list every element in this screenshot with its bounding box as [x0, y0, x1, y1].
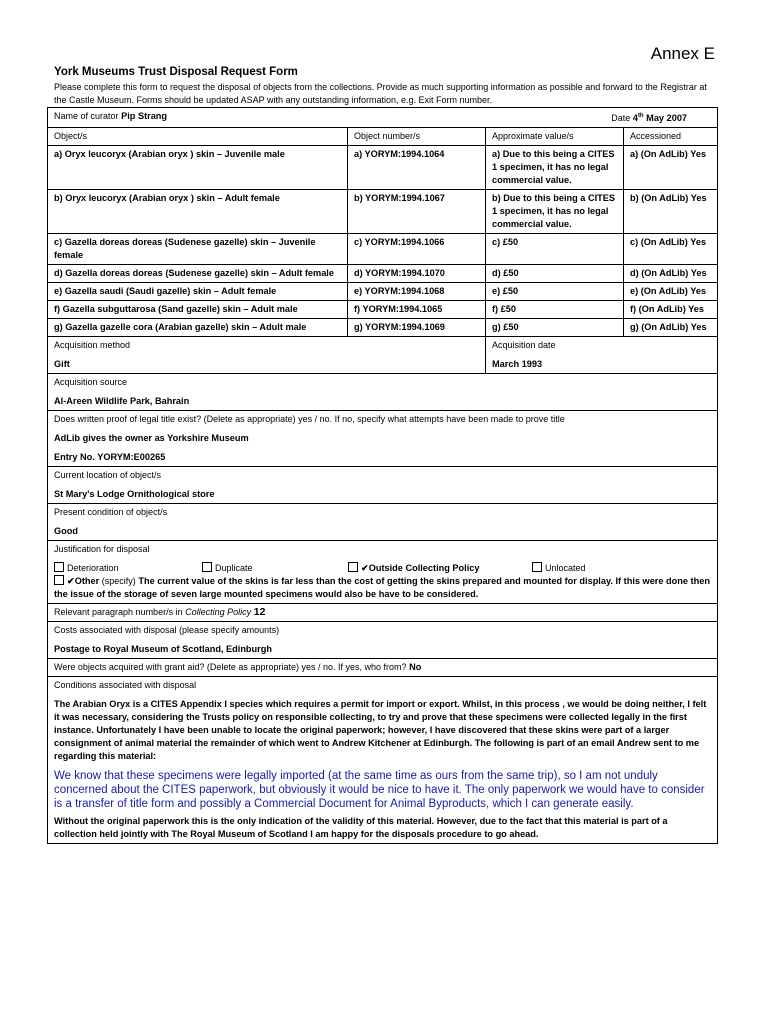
- acquisition-date-cell: [486, 337, 718, 374]
- checkbox-icon[interactable]: [54, 562, 64, 572]
- grant-cell: [48, 659, 718, 677]
- grant-label: Were objects acquired with grant aid? (Delete as appropriate) yes / no. If yes, who from?: [54, 662, 407, 673]
- date-rest: May 2007: [646, 113, 688, 124]
- header-approx-value: Approximate value/s: [486, 128, 624, 146]
- grant-value[interactable]: No: [409, 662, 422, 673]
- object-row: [48, 234, 718, 265]
- object-accessioned[interactable]: c) (On AdLib) Yes: [624, 234, 718, 265]
- acquisition-date-label: Acquisition date: [492, 340, 556, 351]
- header-object-number: Object number/s: [348, 128, 486, 146]
- curator-cell: [48, 108, 718, 128]
- form-title: York Museums Trust Disposal Request Form: [54, 66, 298, 78]
- conditions-para1[interactable]: The Arabian Oryx is a CITES Appendix I species which requires a permit for import or export. Whilst, in this process , we would be doing neither, I felt it was necessary, considering the Trusts policy on responsible collecting, to try and prove that these specimens were collected legally in the first instance. Unfortunately I have been unable to locate the original paperwork; however, I have discovered that these skins were part of a larger consignment of animal material the remainder of which went to Andrew Kitchener at Edinburgh. The following is part of an email Andrew sent to me regarding this material:: [54, 699, 707, 762]
- conditions-quote[interactable]: We know that these specimens were legally imported (at the same time as ours from the same trip), so I am not unduly concerned about the CITES paperwork, but obviously it would be nice to have it. The only paperwork we would have to consider is a transfer of title form and possibly a Commercial Document for Animal Byproducts, which I can generate easily.: [54, 770, 705, 811]
- justification-other: [54, 575, 711, 601]
- conditions-para2[interactable]: Without the original paperwork this is the only indication of the validity of this material. However, due to the fact that this material is part of a collection held jointly with The Royal Museum of Scotland I am happy for the disposals procedure to go ahead.: [54, 816, 668, 840]
- legal-title-row: [48, 411, 718, 467]
- object-accessioned[interactable]: e) (On AdLib) Yes: [624, 283, 718, 301]
- option-deterioration[interactable]: [54, 562, 119, 575]
- object-name[interactable]: c) Gazella doreas doreas (Sudenese gazelle) skin – Juvenile female: [48, 234, 348, 265]
- option-outside-policy[interactable]: [348, 562, 479, 575]
- form-intro: Please complete this form to request the disposal of objects from the collections. Provide as much supporting information as possible and forward to the Registrar at the Castle Museum. Forms should be updated ASAP with any outstanding information, e.g. Exit Form number.: [54, 82, 707, 105]
- justification-cell: [48, 541, 718, 604]
- acquisition-source-cell: [48, 374, 718, 411]
- object-name[interactable]: d) Gazella doreas doreas (Sudenese gazelle) skin – Adult female: [48, 265, 348, 283]
- policy-cell: [48, 604, 718, 622]
- object-value[interactable]: f) £50: [486, 301, 624, 319]
- grant-row: [48, 659, 718, 677]
- location-cell: [48, 467, 718, 504]
- condition-cell: [48, 504, 718, 541]
- acquisition-source-label: Acquisition source: [54, 377, 128, 388]
- acquisition-method-label: Acquisition method: [54, 340, 131, 351]
- objects-header-row: [48, 128, 718, 146]
- option-outside-policy-label: ✔Outside Collecting Policy: [361, 563, 480, 574]
- annex-label: Annex E: [650, 44, 715, 63]
- curator-row: [48, 108, 718, 128]
- checkbox-icon[interactable]: [202, 562, 212, 572]
- object-value[interactable]: c) £50: [486, 234, 624, 265]
- costs-cell: [48, 622, 718, 659]
- object-number[interactable]: b) YORYM:1994.1067: [348, 190, 486, 234]
- condition-label: Present condition of object/s: [54, 507, 168, 518]
- condition-value[interactable]: Good: [54, 526, 78, 537]
- acquisition-date-value[interactable]: March 1993: [492, 359, 543, 370]
- other-specify: (specify): [101, 576, 136, 587]
- object-accessioned[interactable]: g) (On AdLib) Yes: [624, 319, 718, 337]
- acquisition-row: [48, 337, 718, 374]
- object-value[interactable]: d) £50: [486, 265, 624, 283]
- conditions-label: Conditions associated with disposal: [54, 680, 197, 691]
- option-deterioration-label: Deterioration: [67, 563, 119, 574]
- costs-value[interactable]: Postage to Royal Museum of Scotland, Edinburgh: [54, 644, 272, 655]
- object-name[interactable]: f) Gazella subguttarosa (Sand gazelle) skin – Adult male: [48, 301, 348, 319]
- object-value[interactable]: g) £50: [486, 319, 624, 337]
- conditions-row: [48, 677, 718, 844]
- location-value[interactable]: St Mary's Lodge Ornithological store: [54, 489, 215, 500]
- legal-title-line2[interactable]: Entry No. YORYM:E00265: [54, 452, 166, 463]
- curator-label: Name of curator: [54, 111, 119, 121]
- location-row: [48, 467, 718, 504]
- conditions-cell: [48, 677, 718, 844]
- object-row: [48, 190, 718, 234]
- justification-row: [48, 541, 718, 604]
- date-label: Date: [611, 113, 631, 124]
- costs-row: [48, 622, 718, 659]
- costs-label: Costs associated with disposal (please specify amounts): [54, 625, 280, 636]
- object-number[interactable]: f) YORYM:1994.1065: [348, 301, 486, 319]
- object-accessioned[interactable]: f) (On AdLib) Yes: [624, 301, 718, 319]
- legal-title-label: Does written proof of legal title exist? (Delete as appropriate) yes / no. If no, specify what attempts have been made to prove title: [54, 414, 565, 425]
- option-unlocated[interactable]: [532, 562, 586, 575]
- object-value[interactable]: a) Due to this being a CITES 1 specimen, it has no legal commercial value.: [486, 146, 624, 190]
- acquisition-method-cell: [48, 337, 486, 374]
- object-number[interactable]: d) YORYM:1994.1070: [348, 265, 486, 283]
- policy-row: [48, 604, 718, 622]
- justification-label: Justification for disposal: [54, 544, 150, 555]
- object-row: [48, 283, 718, 301]
- legal-title-cell: [48, 411, 718, 467]
- legal-title-line1[interactable]: AdLib gives the owner as Yorkshire Museum: [54, 433, 249, 444]
- object-accessioned[interactable]: d) (On AdLib) Yes: [624, 265, 718, 283]
- date-suffix: th: [637, 113, 644, 119]
- other-text[interactable]: The current value of the skins is far less than the cost of getting the skins prepared and mounted for display. If this were done then the issue of the storage of seven large mounted specimens would also be have to be considered.: [54, 576, 710, 600]
- option-duplicate-label: Duplicate: [215, 563, 253, 574]
- date-day: 4: [632, 113, 638, 124]
- object-name[interactable]: b) Oryx leucoryx (Arabian oryx ) skin – Adult female: [48, 190, 348, 234]
- policy-value[interactable]: 12: [253, 606, 266, 619]
- object-name[interactable]: e) Gazella saudi (Saudi gazelle) skin – Adult female: [48, 283, 348, 301]
- object-number[interactable]: c) YORYM:1994.1066: [348, 234, 486, 265]
- object-name[interactable]: g) Gazella gazelle cora (Arabian gazelle) skin – Adult male: [48, 319, 348, 337]
- acquisition-method-value[interactable]: Gift: [54, 359, 70, 370]
- option-unlocated-label: Unlocated: [545, 563, 586, 574]
- object-accessioned[interactable]: a) (On AdLib) Yes: [624, 146, 718, 190]
- header-accessioned: Accessioned: [624, 128, 718, 146]
- date-field: [611, 110, 687, 125]
- object-name[interactable]: a) Oryx leucoryx (Arabian oryx ) skin – Juvenile male: [48, 146, 348, 190]
- policy-label: Relevant paragraph number/s in: [54, 607, 183, 618]
- justification-options: [54, 562, 711, 575]
- acquisition-source-row: [48, 374, 718, 411]
- location-label: Current location of object/s: [54, 470, 162, 481]
- option-duplicate[interactable]: [202, 562, 253, 575]
- policy-label-italic: Collecting Policy: [185, 607, 252, 618]
- checkbox-icon[interactable]: [54, 575, 64, 585]
- object-value[interactable]: b) Due to this being a CITES 1 specimen, it has no legal commercial value.: [486, 190, 624, 234]
- object-number[interactable]: e) YORYM:1994.1068: [348, 283, 486, 301]
- header-objects: Object/s: [48, 128, 348, 146]
- object-number[interactable]: g) YORYM:1994.1069: [348, 319, 486, 337]
- checkbox-icon[interactable]: [532, 562, 542, 572]
- curator-value[interactable]: Pip Strang: [121, 111, 168, 121]
- object-number[interactable]: a) YORYM:1994.1064: [348, 146, 486, 190]
- object-value[interactable]: e) £50: [486, 283, 624, 301]
- object-accessioned[interactable]: b) (On AdLib) Yes: [624, 190, 718, 234]
- other-label: ✔Other: [67, 576, 100, 587]
- object-row: [48, 265, 718, 283]
- object-row: [48, 301, 718, 319]
- object-row: [48, 319, 718, 337]
- acquisition-source-value[interactable]: Al-Areen Wildlife Park, Bahrain: [54, 396, 190, 407]
- checkbox-icon[interactable]: [348, 562, 358, 572]
- object-row: [48, 146, 718, 190]
- date-value[interactable]: [633, 113, 687, 123]
- disposal-form-table: [47, 107, 718, 844]
- condition-row: [48, 504, 718, 541]
